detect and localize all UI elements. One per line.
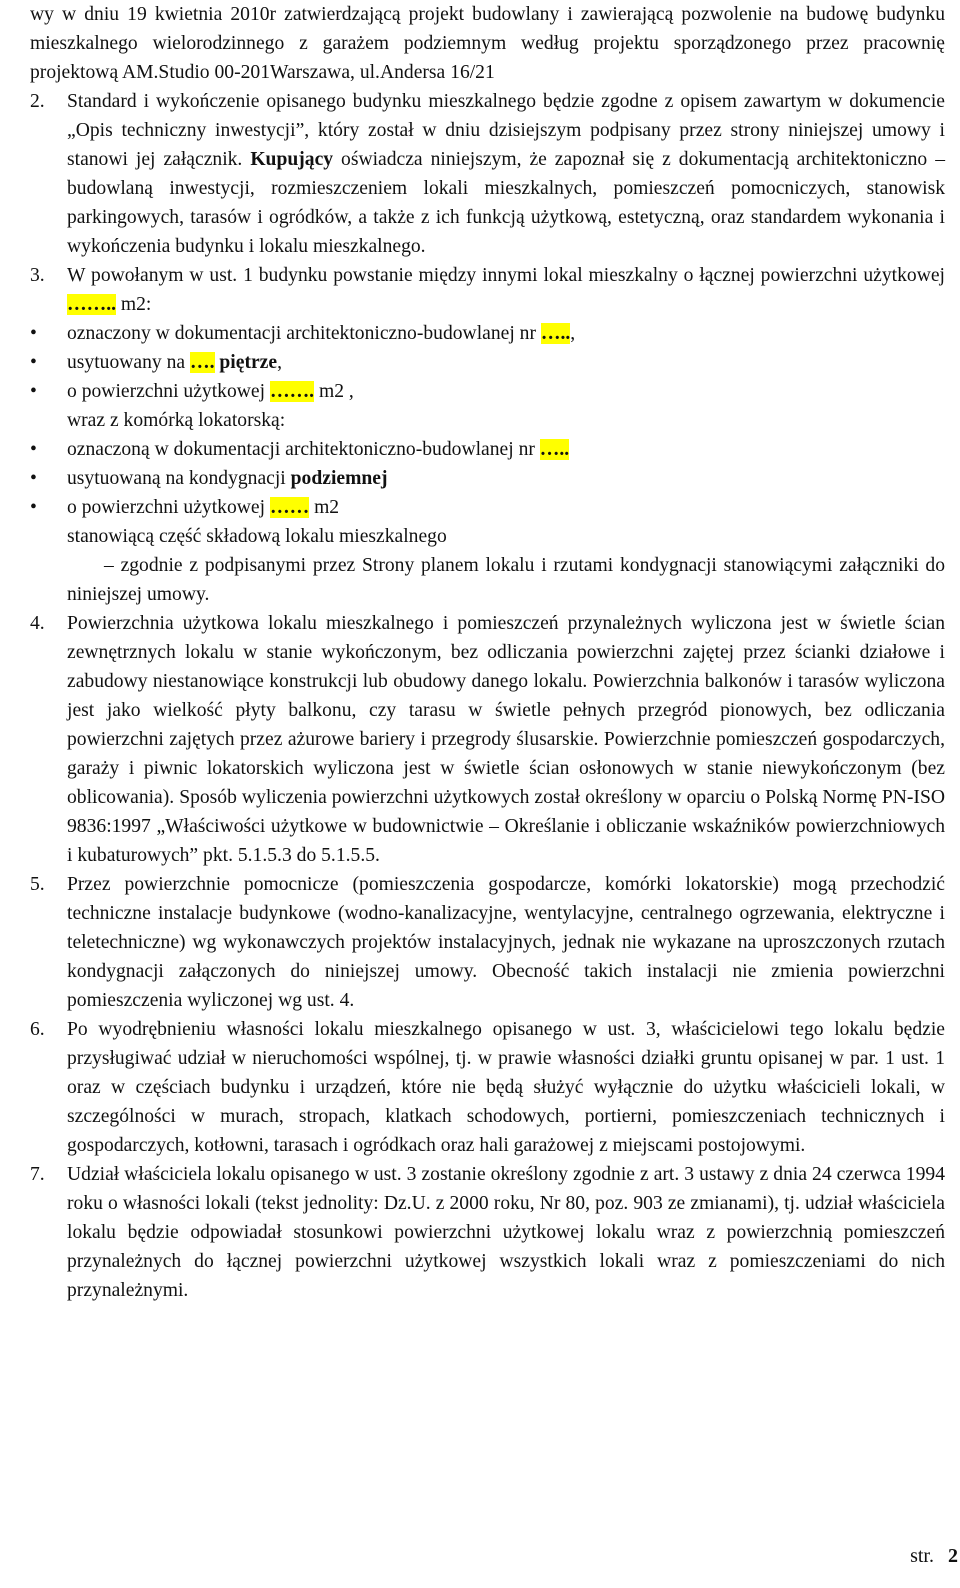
list-text: o powierzchni użytkowej bbox=[67, 381, 266, 402]
fill-in-blank: ……. bbox=[269, 381, 315, 402]
document-page bbox=[30, 0, 945, 1305]
section-text: oświadcza niniejszym, że zapoznał się z dokumentacją architektoniczno – budowlaną inwestycji, rozmieszczeniem lokali mieszkalnych, pomieszczeń pomocniczych, stanowisk parkingowych, tarasów i ogródków, a także z ich funkcją użytkową, estetyczną, oraz standardem wykonania i wykończenia budynku i lokalu mieszkalnego. bbox=[67, 149, 945, 257]
list-item bbox=[30, 348, 945, 377]
list-text: , bbox=[277, 352, 282, 373]
section-number: 4. bbox=[30, 613, 45, 634]
section-number: 2. bbox=[30, 91, 45, 112]
list-text: usytuowany na bbox=[67, 352, 186, 373]
section-outro: stanowiącą część składową lokalu mieszkalnego bbox=[67, 526, 447, 547]
bullet-icon: • bbox=[30, 381, 37, 402]
bullet-icon: • bbox=[30, 352, 37, 373]
list-text: , bbox=[570, 323, 576, 344]
fill-in-blank: …… bbox=[269, 497, 310, 518]
section-2 bbox=[30, 87, 945, 261]
section-number: 6. bbox=[30, 1019, 45, 1040]
section-number: 7. bbox=[30, 1164, 45, 1185]
list-text: oznaczony w dokumentacji architektoniczno-budowlanej nr bbox=[67, 323, 536, 344]
outro-text: – zgodnie z podpisanymi przez Strony planem lokalu i rzutami kondygnacji stanowiącymi załączniki do niniejszej umowy. bbox=[67, 555, 945, 605]
list-text: o powierzchni użytkowej bbox=[67, 497, 266, 518]
list-text: oznaczoną w dokumentacji architektoniczno-budowlanej nr bbox=[67, 439, 535, 460]
page-number: 2 bbox=[948, 1545, 958, 1567]
unit-text: m2: bbox=[120, 294, 152, 315]
page-footer bbox=[910, 1545, 958, 1568]
bullet-icon: • bbox=[30, 439, 37, 460]
section-text: Standard i wykończenie opisanego budynku mieszkalnego będzie zgodne z opisem zawartym w dokumencie „Opis techniczny inwestycji”, który został w dniu dzisiejszym podpisany przez strony niniejszej umowy i stanowi jej załącznik. bbox=[67, 91, 945, 170]
list-item bbox=[30, 493, 945, 522]
list-item bbox=[30, 377, 945, 406]
section-number: 3. bbox=[30, 265, 45, 286]
paragraph-text: wy w dniu 19 kwietnia 2010r zatwierdzającą projekt budowlany i zawierającą pozwolenie na budowę budynku mieszkalnego wielorodzinnego z garażem podziemnym według projektu sporządzonego przez pracownię projektową AM.Studio 00-201Warszawa, ul.Andersa 16/21 bbox=[30, 4, 945, 83]
section-4 bbox=[30, 609, 945, 870]
list-text: m2 , bbox=[318, 381, 354, 402]
storage-intro: wraz z komórką lokatorską: bbox=[67, 410, 286, 431]
fill-in-blank: ….. bbox=[539, 439, 570, 460]
section-6 bbox=[30, 1015, 945, 1160]
paragraph-continuation bbox=[30, 0, 945, 87]
section-text: Powierzchnia użytkowa lokalu mieszkalnego i pomieszczeń przynależnych wyliczona jest w świetle ścian zewnętrznych lokalu w stanie wykończonym, bez odliczania powierzchni zajętej przez ścianki działowe i zabudowy niestanowiące konstrukcji lub obudowy danego lokalu. Powierzchnia balkonów i tarasów wyliczona jest jako wielkość płyty balkonu, czy tarasu w świetle pełnych przegród pionowych, bez odliczania powierzchni zajętych przez ażurowe bariery i przegrody ślusarskie. Powierzchnie pomieszczeń gospodarczych, garaży i piwnic lokatorskich wyliczona jest w świetle ścian osłonowych w stanie niewykończonym (bez oblicowania). Sposób wyliczenia powierzchni użytkowych został określony w oparciu o Polską Normę PN-ISO 9836:1997 „Właściwości użytkowe w budownictwie – Określanie i obliczanie wskaźników powierzchniowych i kubaturowych” pkt. 5.1.5.3 do 5.1.5.5. bbox=[67, 613, 945, 866]
list-text: usytuowaną na kondygnacji bbox=[67, 468, 286, 489]
section-text: Udział właściciela lokalu opisanego w ust. 3 zostanie określony zgodnie z art. 3 ustawy z dnia 24 czerwca 1994 roku o własności lokali (tekst jednolity: Dz.U. z 2000 roku, Nr 80, poz. 903 ze zmianami), tj. udział właściciela lokalu będzie odpowiadał stosunkowi powierzchni użytkowej lokalu wraz z powierzchnią pomieszczeń przynależnych do łącznej powierzchni użytkowej wszystkich lokali wraz z pomieszczeniami do nich przynależnymi. bbox=[67, 1164, 945, 1301]
bullet-icon: • bbox=[30, 497, 37, 518]
section-text: Przez powierzchnie pomocnicze (pomieszczenia gospodarcze, komórki lokatorskie) mogą przechodzić techniczne instalacje budynkowe (wodno-kanalizacyjne, wentylacyjne, centralnego ogrzewania, elektryczne i teletechniczne) wg wykonawczych projektów instalacyjnych, jednak nie wykazane na uproszczonych rzutach kondygnacji załączonych do niniejszej umowy. Obecność takich instalacji nie zmienia powierzchni pomieszczenia wyliczonej wg ust. 4. bbox=[67, 874, 945, 1011]
fill-in-blank: …. bbox=[190, 352, 215, 373]
section-3 bbox=[30, 261, 945, 319]
fill-in-blank: ….. bbox=[540, 323, 571, 344]
list-text: m2 bbox=[314, 497, 340, 518]
section-number: 5. bbox=[30, 874, 45, 895]
section-outro bbox=[30, 551, 945, 609]
fill-in-blank: …….. bbox=[67, 294, 116, 315]
bullet-icon: • bbox=[30, 468, 37, 489]
buyer-term: Kupujący bbox=[250, 149, 334, 170]
floor-term: piętrze bbox=[219, 352, 278, 373]
list-item bbox=[30, 435, 945, 464]
section-text: W powołanym w ust. 1 budynku powstanie między innymi lokal mieszkalny o łącznej powierzchni użytkowej bbox=[67, 265, 945, 286]
section-7 bbox=[30, 1160, 945, 1305]
list-item bbox=[30, 319, 945, 348]
page-label: str. bbox=[910, 1545, 934, 1567]
section-5 bbox=[30, 870, 945, 1015]
bullet-icon: • bbox=[30, 323, 37, 344]
level-term: podziemnej bbox=[290, 468, 388, 489]
list-item bbox=[30, 464, 945, 493]
section-text: Po wyodrębnieniu własności lokalu mieszkalnego opisanego w ust. 3, właścicielowi tego lokalu będzie przysługiwać udział w nieruchomości wspólnej, tj. w prawie własności działki gruntu opisanej w par. 1 ust. 1 oraz w częściach budynku i urządzeń, które nie będą służyć wyłącznie do użytku właścicieli lokali, w szczególności w murach, stropach, klatkach schodowych, portierni, pomieszczeniach technicznych i gospodarczych, kotłowni, tarasach i ogródkach oraz hali garażowej z miejscami postojowymi. bbox=[67, 1019, 945, 1156]
